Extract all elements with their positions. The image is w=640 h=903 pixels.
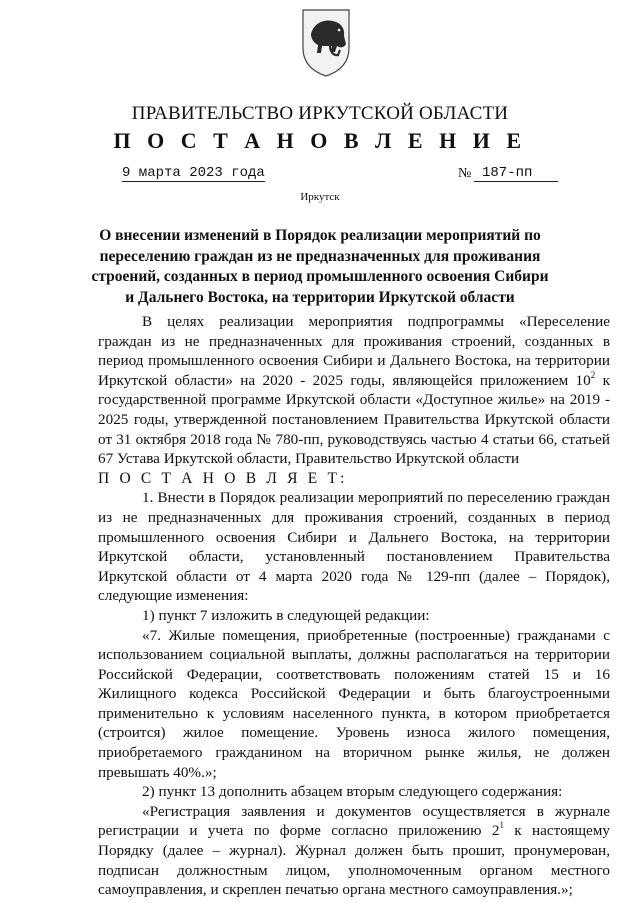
document-title: О внесении изменений в Порядок реализации мероприятий по переселению граждан из не предназначенных для проживания строений, созданных в период промышленного освоения Сибири и Дальнего Востока, на территории Иркутской области xyxy=(91,227,549,306)
subitem-2: 2) пункт 13 дополнить абзацем вторым следующего содержания: xyxy=(142,783,563,801)
irkutsk-coat-of-arms-icon xyxy=(300,8,352,78)
city: Иркутск xyxy=(300,191,340,203)
superscript: 1 xyxy=(499,820,504,831)
quote-1-paragraph: «7. Жилые помещения, приобретенные (построенные) гражданами с использованием социальной выплаты, должны располагаться на территории Российской Федерации, соответствовать положениям статей 15 и 16 Жилищного кодекса Российской Федерации и быть благоустроенными применительно к условиям населенного пункта, в котором приобретается (строится) жилое помещение. Уровень износа жилого помещения, приобретаемого гражданином на вторичном рынке жилья, не должен превышать 40%.»; xyxy=(98,626,610,781)
item-1-paragraph: 1. Внести в Порядок реализации мероприятий по переселению граждан из не предназначенных для проживания строений, созданных в период промышленного освоения Сибири и Дальнего Востока, на территории Иркутской области, установленный постановлением Правительства Иркутской области от 4 марта 2020 года № 129-пп (далее – Порядок), следующие изменения: xyxy=(98,489,610,605)
decree-word: П О С Т А Н О В Л Я Е Т: xyxy=(98,469,348,487)
document-type: П О С Т А Н О В Л Е Н И Е xyxy=(113,128,527,153)
government-name: ПРАВИТЕЛЬСТВО ИРКУТСКОЙ ОБЛАСТИ xyxy=(131,103,509,124)
document-number: 187-пп xyxy=(474,165,558,182)
document-date: 9 марта 2023 года xyxy=(122,165,265,181)
number-sign: № xyxy=(458,166,472,181)
subitem-1: 1) пункт 7 изложить в следующей редакции: xyxy=(142,606,430,624)
superscript: 2 xyxy=(590,369,596,380)
preamble-paragraph: В целях реализации мероприятия подпрограммы «Переселение граждан из не предназначенных для проживания строений, созданных в период промышленного освоения Сибири и Дальнего Востока, на территории Иркутской области» на 2020 - 2025 годы, являющейся приложением $10^2$ к государственной программе Иркутской области «Доступное жилье» на 2019 - 2025 годы, утвержденной постановлением Правительства Иркутской области от 31 октября 2018 года № 780-пп, руководствуясь частью 4 статьи 66, статьей 67 Устава Иркутской области, Правительство Иркутской области xyxy=(98,313,610,468)
document-body xyxy=(98,312,610,900)
quote-2-paragraph: «Регистрация заявления и документов осуществляется в журнале регистрации и учета по форме согласно приложению $2^1$ к настоящему Порядку (далее – журнал). Журнал должен быть прошит, пронумерован, подписан должностным лицом, уполномоченным органом местного самоуправления, и скреплен печатью органа местного самоуправления.»; xyxy=(98,802,610,899)
